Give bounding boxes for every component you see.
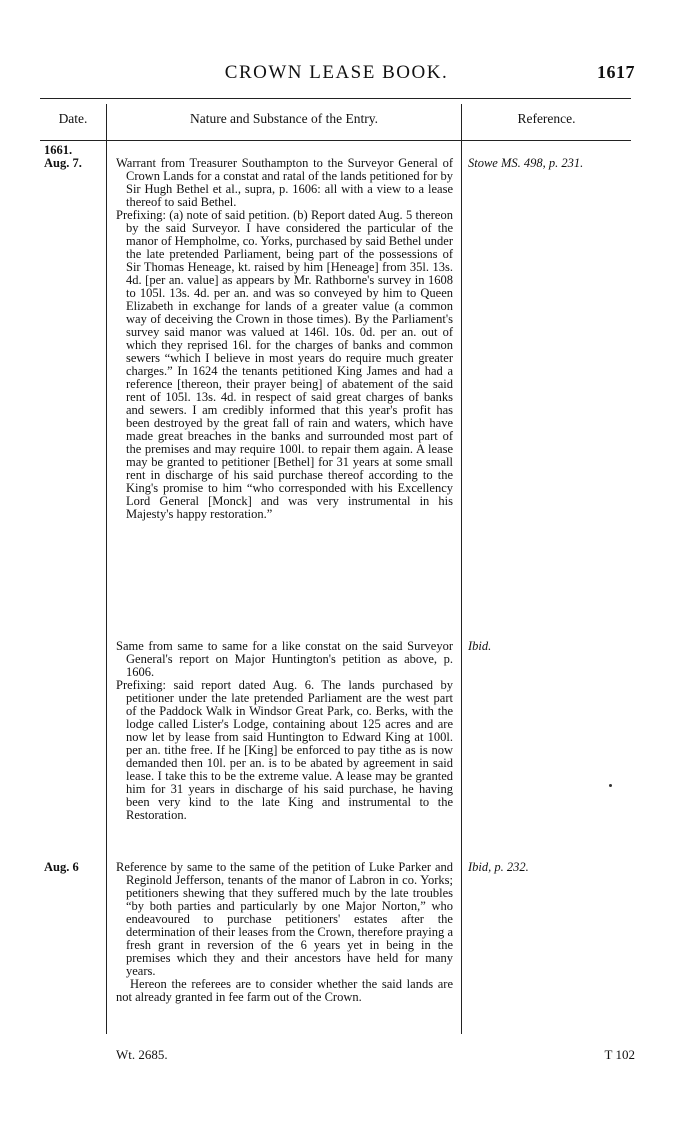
column-header-reference: Reference. <box>517 111 576 126</box>
entry-day: Aug. 7. <box>44 156 82 170</box>
entry-date <box>44 861 104 874</box>
entry-reference: Stowe MS. 498, p. 231. <box>468 156 584 170</box>
page-number: 1617 <box>597 62 635 82</box>
entry-paragraph: Prefixing: (a) note of said petition. (b) Report dated Aug. 5 thereon by the said Surveyor. I have considered the particular of the manor of Hempholme, co. Yorks, purchased by said Bethel under the late pretended Parliament, being part of the possessions of Sir Thomas Heneage, kt. raised by him [Heneage] from 35l. 13s. 4d. [per an. value] as appears by Mr. Rathborne's survey in 1608 to 105l. 13s. 4d. per an. and was so conveyed by him to Queen Elizabeth in exchange for lands of a greater value (a common way of deceiving the Crown in those times). By the Parliament's survey said manor was valued at 146l. 10s. 0d. per an. out of which they reprised 16l. for the charges of banks and common sewers “which I believe in most years do require much greater charges.” In 1624 the tenants petitioned King James and had a reference [thereon, their prayer being] of abatement of the said rent of 105l. 13s. 4d. in respect of said great charges of banks and sewers. I am credibly informed that this year's profit has been destroyed by the great fall of rain and waters, which have made great breaches in the banks and surrounded most part of the premises and may require 100l. to repair them again. A lease may be granted to petitioner [Bethel] for 31 years at some small rent in discharge of his said purchase thereof according to the King's promise to him “who corresponded with his Excellency Lord General [Monck] and was very instrumental in his Majesty's happy restoration.” <box>116 208 453 521</box>
entry-day: Aug. 6 <box>44 860 79 874</box>
entry-paragraph: Same from same to same for a like constat on the said Surveyor General's report on Major Huntington's petition as above, p. 1606. <box>116 639 453 679</box>
entry-paragraph: Prefixing: said report dated Aug. 6. The lands purchased by petitioner under the late pretended Parliament are the west part of the Paddock Walk in Windsor Great Park, co. Berks, with the lodge called Lister's Lodge, containing about 125 acres and are now let by lease from said Huntington to Edward King at 100l. per an. tithe free. If he [King] be enforced to pay tithe as is now demanded then 10l. per an. is to be abated by agreement in said lease. I take this to be the extreme value. A lease may be granted him for 31 years in discharge of his said purchase, he having been very kind to the late King and instrumental to the Restoration. <box>116 678 453 822</box>
entry-text <box>116 861 453 1041</box>
stray-mark <box>609 784 612 787</box>
page-header <box>0 62 673 86</box>
entry-year: 1661. <box>44 143 73 157</box>
entry-paragraph: Reference by same to the same of the petition of Luke Parker and Reginold Jefferson, tenants of the manor of Labron in co. Yorks; petitioners shewing that they suffered much by the late troubles “by both parties and particularly by one Major Norton,” who endeavoured to purchase petitioners' estates after the determination of their leases from the Crown, therefore praying a fresh grant in reversion of the 6 years yet in being in the premises which they and their ancestors have held for many years. <box>116 860 453 978</box>
entry-reference: Ibid, p. 232. <box>468 860 529 874</box>
entry-text <box>116 157 453 629</box>
footer-warrant-number: Wt. 2685. <box>116 1047 168 1062</box>
column-header-date: Date. <box>58 111 88 126</box>
entry-text <box>116 640 453 850</box>
entry-paragraph: Warrant from Treasurer Southampton to the Surveyor General of Crown Lands for a constat and ratal of the lands petitioned for by Sir Hugh Bethel et al., supra, p. 1606: all with a view to a lease thereof to said Bethel. <box>116 156 453 209</box>
column-divider-2 <box>461 104 462 1034</box>
column-divider-1 <box>106 104 107 1034</box>
footer-signature: T 102 <box>604 1047 635 1062</box>
column-header-nature: Nature and Substance of the Entry. <box>189 111 379 126</box>
entry-paragraph: Hereon the referees are to consider whether the said lands are not already granted in fee farm out of the Crown. <box>116 977 453 1004</box>
top-rule <box>40 98 631 99</box>
running-title: CROWN LEASE BOOK. <box>224 62 449 83</box>
entry-date <box>44 144 104 170</box>
header-rule <box>40 140 631 141</box>
entry-reference: Ibid. <box>468 639 492 653</box>
